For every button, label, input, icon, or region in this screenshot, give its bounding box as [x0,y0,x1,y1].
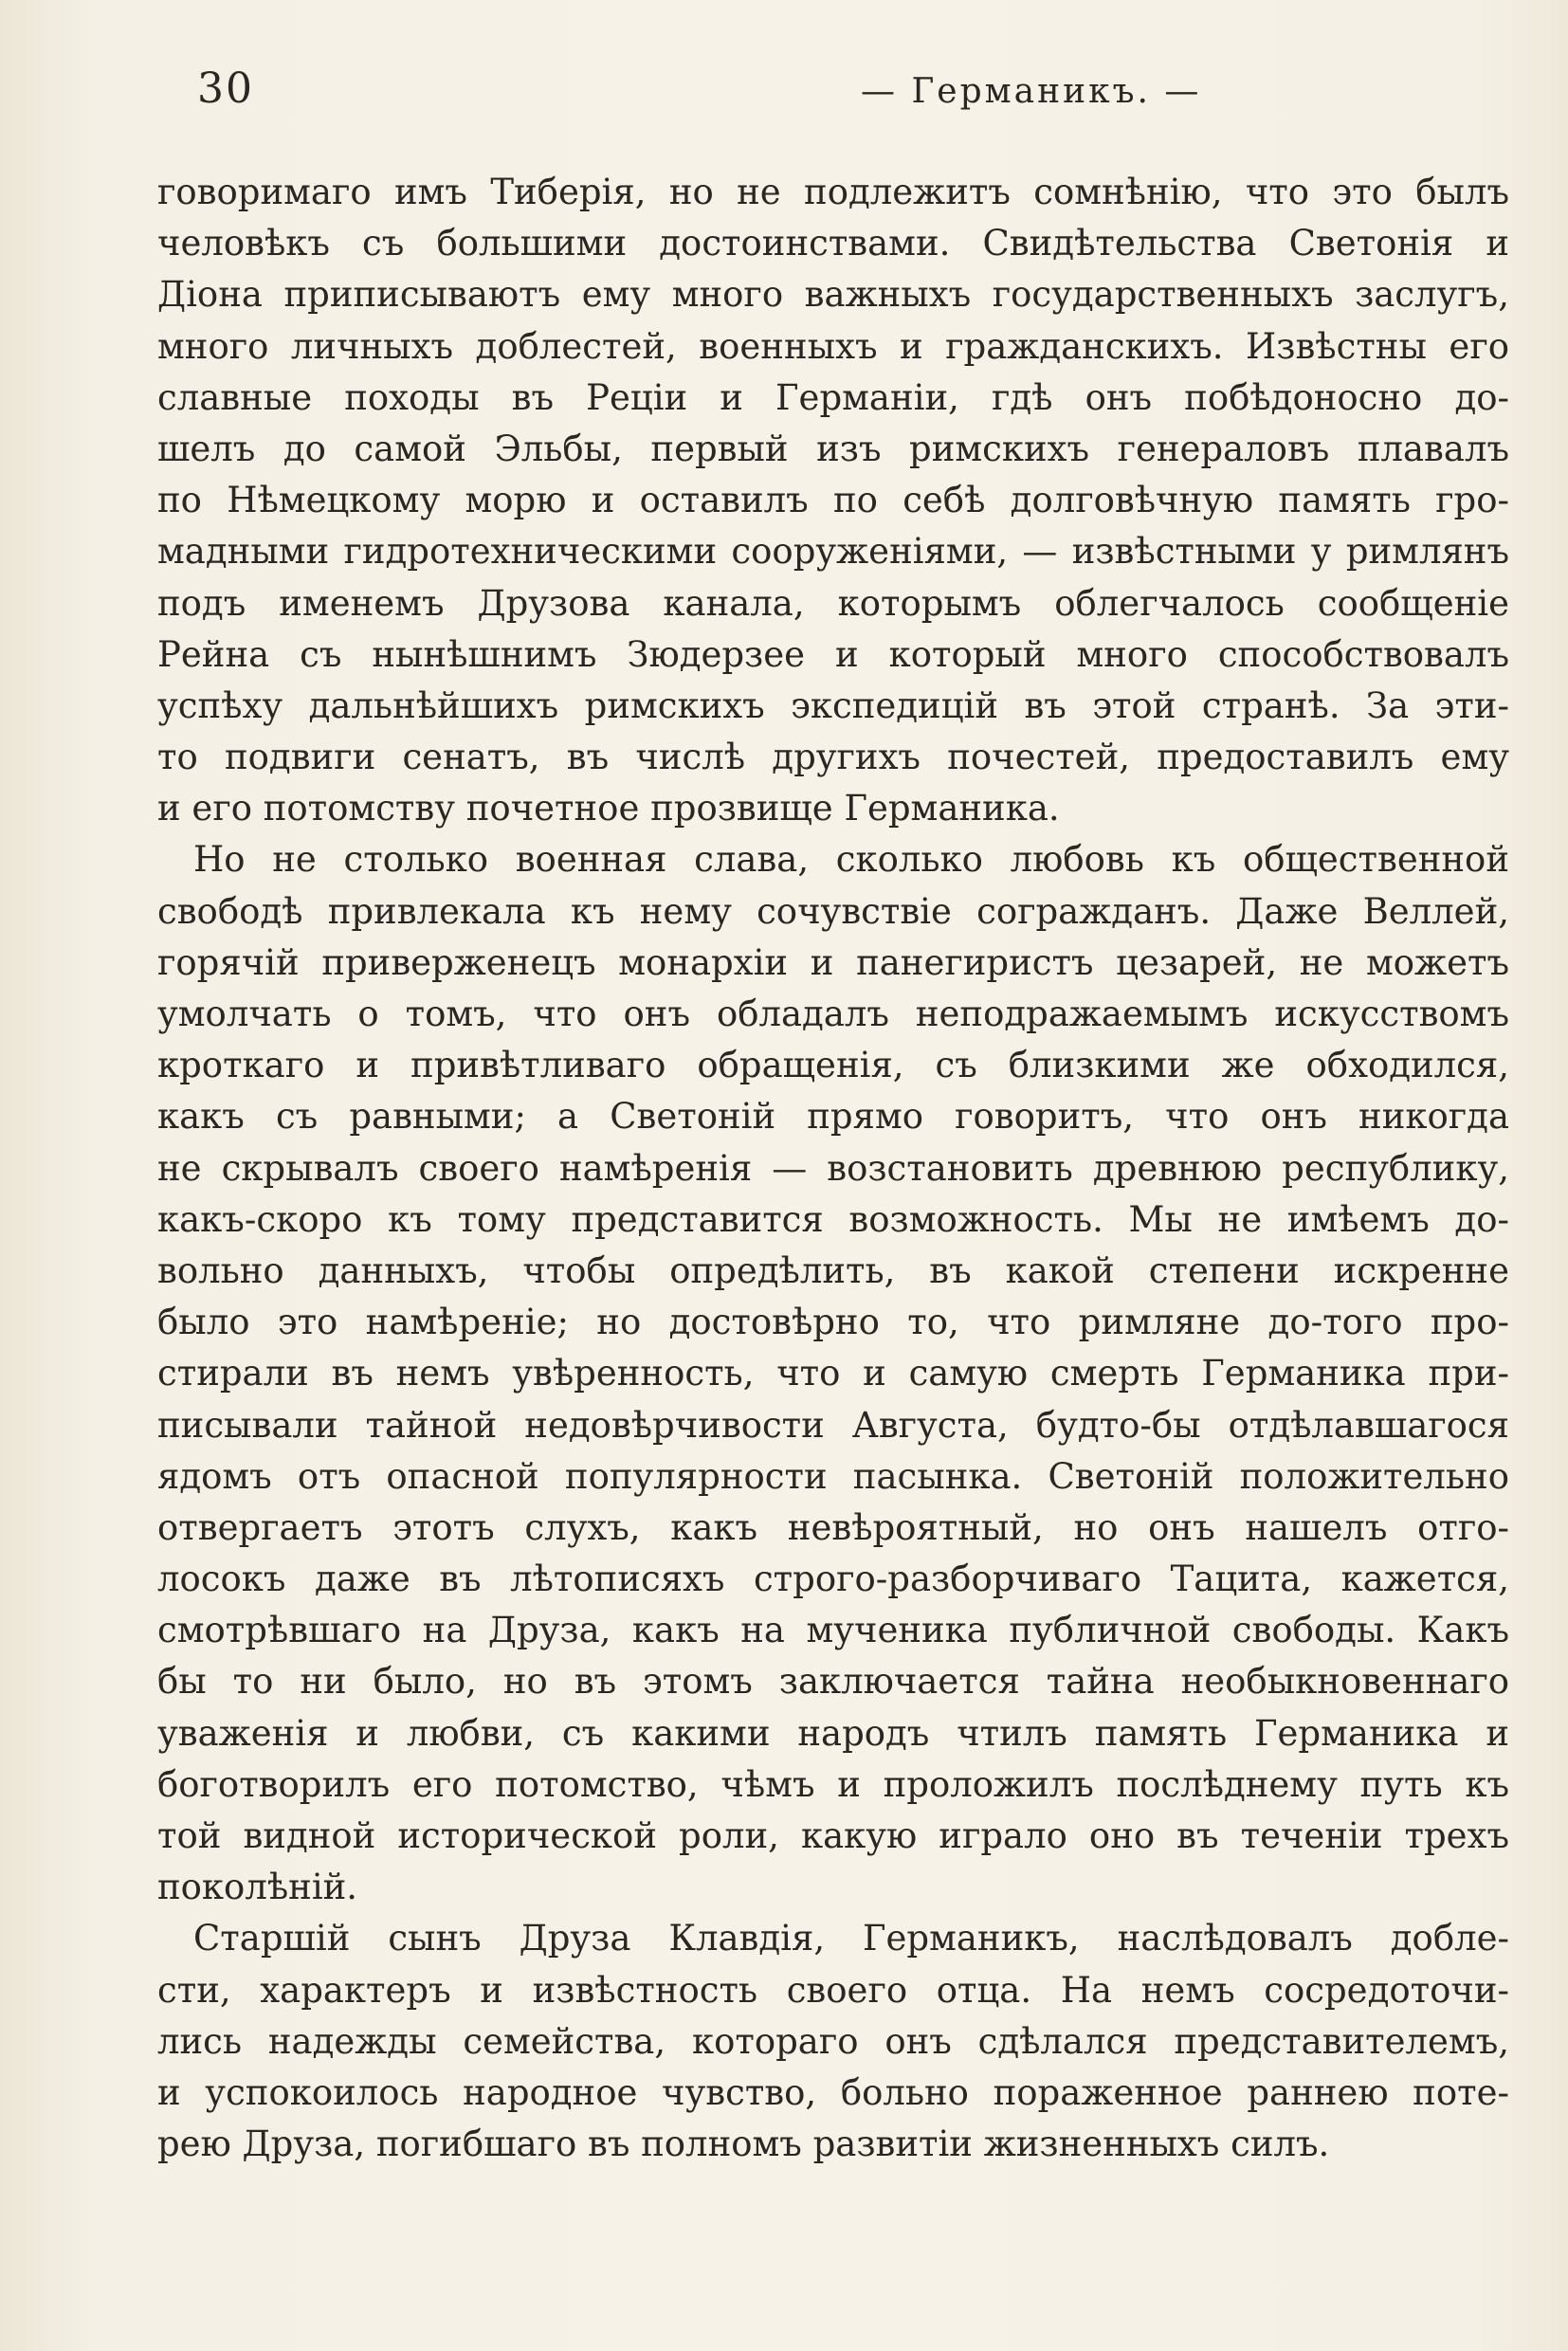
running-head: — Германикъ. — [861,72,1202,111]
text-line: и успокоилось народное чувство, больно пораженное раннею поте- [157,2071,1509,2113]
text-line: то подвиги сенатъ, въ числѣ другихъ почестей, предоставилъ ему [157,737,1509,778]
text-line: много личныхъ доблестей, военныхъ и гражданскихъ. Извѣстны его [157,325,1509,367]
page-number: 30 [197,64,254,113]
text-line: было это намѣреніе; но достовѣрно то, что римляне до-того про- [157,1302,1509,1343]
text-line: боготворилъ его потомство, чѣмъ и проложилъ послѣднему путь къ [157,1763,1509,1805]
text-line: мадными гидротехническими сооруженіями, — извѣстными у римлянъ [157,531,1509,573]
text-line: Діона приписываютъ ему много важныхъ государственныхъ заслугъ, [157,274,1509,316]
paragraph-1 [157,167,1509,834]
text-line: успѣху дальнѣйшихъ римскихъ экспедицій въ этой странѣ. За эти- [157,684,1509,726]
text-line: рею Друза, погибшаго въ полномъ развитіи жизненныхъ силъ. [157,2123,1330,2165]
text-line: горячій приверженецъ монархіи и панегиристъ цезарей, не можетъ [157,941,1509,983]
text-line: Рейна съ нынѣшнимъ Зюдерзее и который много способствовалъ [157,633,1509,675]
text-line: лись надежды семейства, котораго онъ сдѣлался представителемъ, [157,2020,1509,2062]
text-line: вольно данныхъ, чтобы опредѣлить, въ какой степени искренне [157,1249,1509,1291]
text-line: подъ именемъ Друзова канала, которымъ облегчалось сообщеніе [157,582,1509,624]
text-line: сти, характеръ и извѣстность своего отца. На немъ сосредоточи- [157,1969,1509,2011]
text-line: какъ-скоро къ тому представится возможность. Мы не имѣемъ до- [157,1198,1509,1240]
body-text [157,167,1509,2170]
text-line: Но не столько военная слава, сколько любовь къ общественной [193,839,1509,881]
text-line: какъ съ равными; а Светоній прямо говоритъ, что онъ никогда [157,1096,1509,1138]
text-line: не скрывалъ своего намѣренія — возстановить древнюю республику, [157,1147,1509,1189]
text-line: говоримаго имъ Тиберія, но не подлежитъ сомнѣнію, что это былъ [157,172,1509,212]
text-line: человѣкъ съ большими достоинствами. Свидѣтельства Светонія и [157,223,1509,264]
paragraph-3 [157,1913,1509,2170]
text-line: стирали въ немъ увѣренность, что и самую смерть Германика при- [157,1353,1509,1394]
text-line: и его потомству почетное прозвище Германика. [157,788,1060,829]
text-line: поколѣній. [157,1867,358,1908]
text-line: по Нѣмецкому морю и оставилъ по себѣ долговѣчную память гро- [157,480,1509,521]
text-line: славные походы въ Реціи и Германіи, гдѣ онъ побѣдоносно до- [157,376,1509,418]
text-line: смотрѣвшаго на Друза, какъ на мученика публичной свободы. Какъ [157,1610,1509,1651]
text-line: кроткаго и привѣтливаго обращенія, съ близкими же обходился, [157,1045,1509,1086]
text-line: умолчать о томъ, что онъ обладалъ неподражаемымъ искусствомъ [157,993,1509,1034]
page-header [197,64,1515,121]
text-line: уваженія и любви, съ какими народъ чтилъ память Германика и [157,1712,1509,1754]
text-line: ядомъ отъ опасной популярности пасынка. Светоній положительно [157,1455,1509,1497]
text-line: лосокъ даже въ лѣтописяхъ строго-разборчиваго Тацита, кажется, [157,1558,1509,1600]
text-line: отвергаетъ этотъ слухъ, какъ невѣроятный, но онъ нашелъ отго- [157,1506,1509,1548]
text-line: писывали тайной недовѣрчивости Августа, будто-бы отдѣлавшагося [157,1404,1509,1446]
text-line: шелъ до самой Эльбы, первый изъ римскихъ генераловъ плавалъ [157,428,1509,469]
text-line: свободѣ привлекала къ нему сочувствіе согражданъ. Даже Веллей, [157,890,1509,932]
text-line: той видной исторической роли, какую играло оно въ теченіи трехъ [157,1815,1509,1856]
paragraph-2 [157,834,1509,1913]
text-line: Старшій сынъ Друза Клавдія, Германикъ, наслѣдовалъ добле- [193,1918,1509,1959]
text-line: бы то ни было, но въ этомъ заключается тайна необыкновеннаго [157,1661,1509,1703]
